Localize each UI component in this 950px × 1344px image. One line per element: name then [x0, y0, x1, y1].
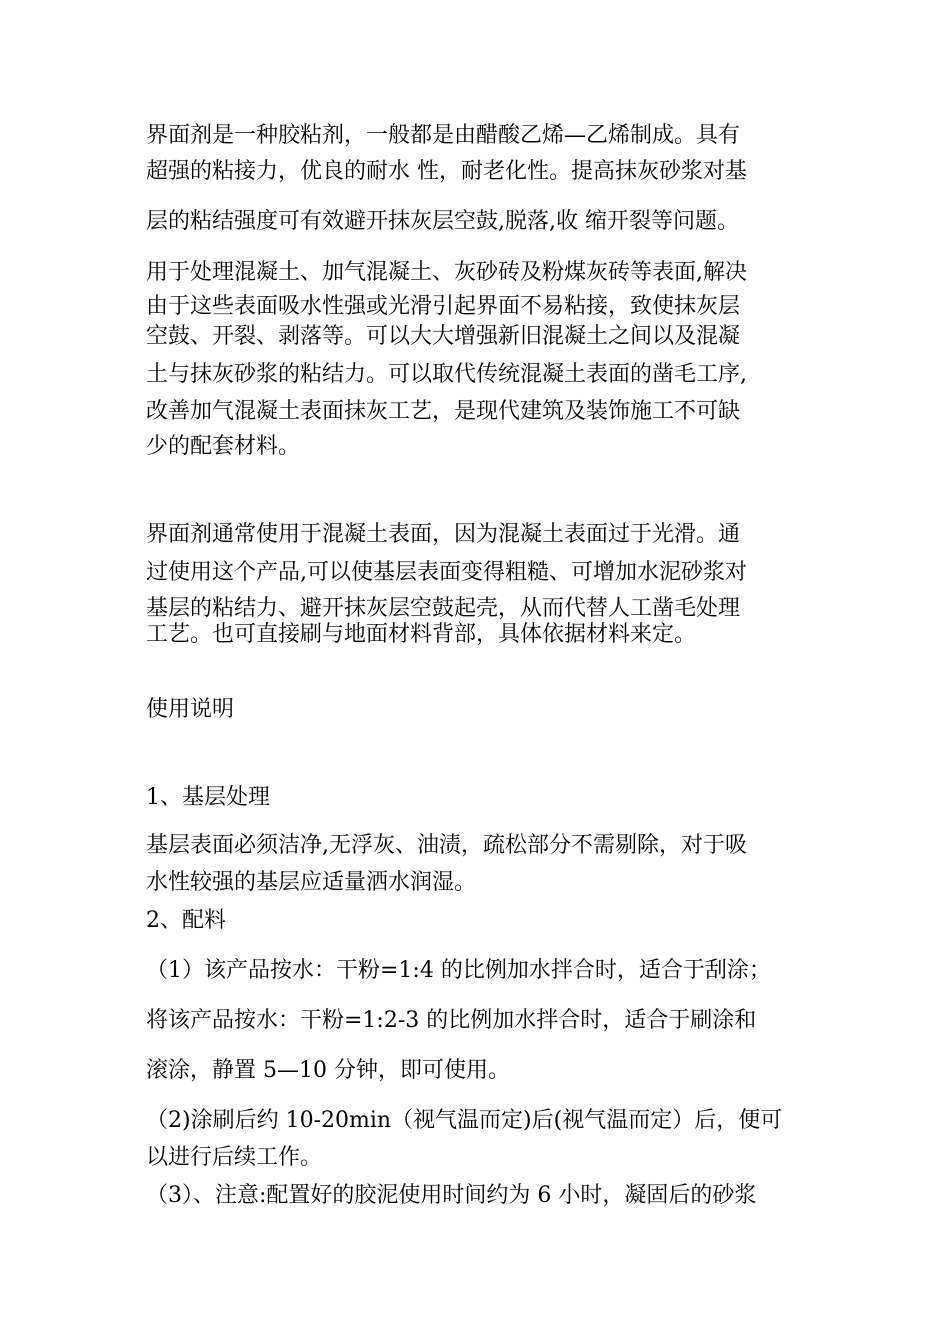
step-2-item-3-line-1: （3）、注意:配置好的胶泥使用时间约为 6 小时，凝固后的砂浆 [146, 1183, 757, 1208]
step-2-item-1-line-2: 将该产品按水：干粉=1:2-3 的比例加水拌合时，适合于刷涂和 [146, 1008, 757, 1033]
paragraph-2-line-2: 由于这些表面吸水性强或光滑引起界面不易粘接，致使抹灰层 [146, 294, 741, 319]
paragraph-1-line-3: 层的粘结强度可有效避开抹灰层空鼓,脱落,收 缩开裂等问题。 [146, 209, 739, 234]
paragraph-2-line-5: 改善加气混凝土表面抹灰工艺，是现代建筑及装饰施工不可缺 [146, 399, 741, 424]
step-1-line-2: 水性较强的基层应适量洒水润湿。 [146, 870, 477, 895]
step-1-heading: 1、基层处理 [146, 785, 270, 810]
step-2-item-1-line-3: 滚涂，静置 5—10 分钟，即可使用。 [146, 1058, 510, 1083]
section-heading-usage: 使用说明 [146, 697, 235, 722]
paragraph-3-line-4: 工艺。也可直接刷与地面材料背部，具体依据材料来定。 [146, 622, 697, 647]
step-2-heading: 2、配料 [146, 908, 226, 933]
paragraph-2-line-4: 土与抹灰砂浆的粘结力。可以取代传统混凝土表面的凿毛工序, [146, 362, 747, 387]
step-2-item-2-line-1: （2)涂刷后约 10-20min（视气温而定)后(视气温而定）后，便可 [146, 1108, 783, 1133]
paragraph-2-line-1: 用于处理混凝土、加气混凝土、灰砂砖及粉煤灰砖等表面,解决 [146, 260, 747, 285]
paragraph-2-line-6: 少的配套材料。 [146, 434, 301, 459]
step-2-item-1-line-1: （1）该产品按水：干粉=1:4 的比例加水拌合时，适合于刮涂； [146, 958, 771, 983]
paragraph-1-line-2: 超强的粘接力，优良的耐水 性，耐老化性。提高抹灰砂浆对基 [146, 159, 747, 184]
paragraph-1-line-1: 界面剂是一种胶粘剂，一般都是由醋酸乙烯—乙烯制成。具有 [146, 123, 741, 148]
paragraph-2-line-3: 空鼓、开裂、剥落等。可以大大增强新旧混凝土之间以及混凝 [146, 324, 741, 349]
paragraph-3-line-3: 基层的粘结力、避开抹灰层空鼓起壳，从而代替人工凿毛处理 [146, 596, 741, 621]
paragraph-3-line-2: 过使用这个产品,可以使基层表面变得粗糙、可增加水泥砂浆对 [146, 560, 747, 585]
step-1-line-1: 基层表面必须洁净,无浮灰、油渍，疏松部分不需剔除，对于吸 [146, 833, 747, 858]
paragraph-3-line-1: 界面剂通常使用于混凝土表面，因为混凝土表面过于光滑。通 [146, 522, 741, 547]
step-2-item-2-line-2: 以进行后续工作。 [146, 1145, 323, 1170]
